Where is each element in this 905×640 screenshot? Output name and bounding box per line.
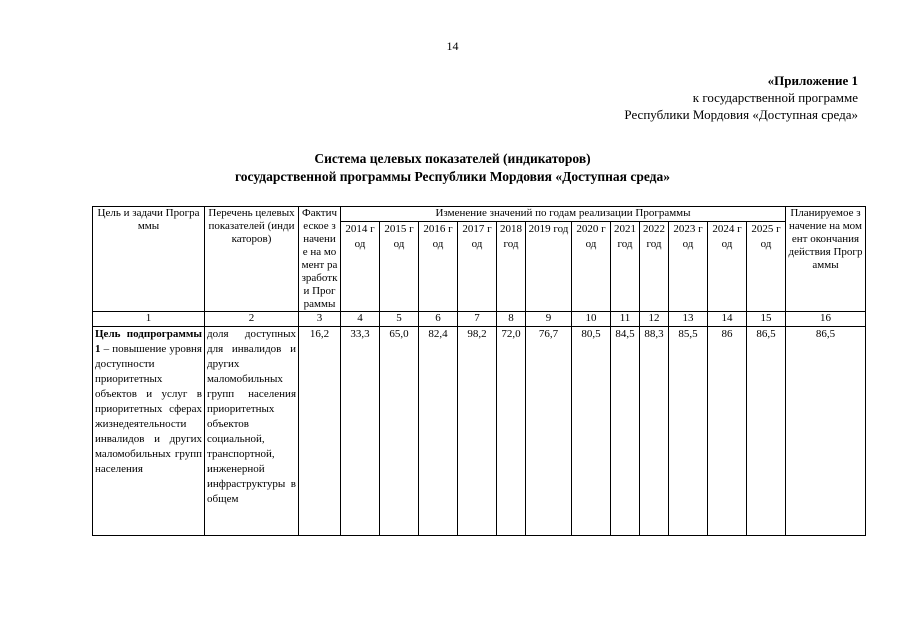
header-changes: Изменение значений по годам реализации Программы [341, 207, 786, 222]
year-value-cell: 72,0 [497, 327, 526, 536]
year-value-cell: 80,5 [572, 327, 611, 536]
header-year: 2019 год [526, 222, 572, 312]
year-value-cell: 86,5 [747, 327, 786, 536]
column-number: 9 [526, 312, 572, 327]
table-row [93, 327, 866, 536]
year-value-cell: 98,2 [458, 327, 497, 536]
column-number: 3 [299, 312, 341, 327]
goal-text: – повышение уровня доступности приоритетных объектов и услуг в приоритетных сферах жизнедеятельности инвалидов и других маломобильных групп населения [95, 343, 202, 475]
column-number: 16 [786, 312, 866, 327]
header-actual: Фактическое значение на момент разработки Программы [299, 207, 341, 312]
document-title [0, 150, 905, 186]
appendix-title: «Приложение 1 [767, 73, 858, 88]
table-column-numbers-row [93, 312, 866, 327]
column-number: 10 [572, 312, 611, 327]
indicator-cell: доля доступных для инвалидов и других маломобильных групп населения приоритетных объектов социальной, транспортной, инженерной инфраструктуры в общем [205, 327, 299, 536]
column-number: 2 [205, 312, 299, 327]
column-number: 6 [419, 312, 458, 327]
column-number: 15 [747, 312, 786, 327]
header-year: 2024 год [708, 222, 747, 312]
header-year: 2018 год [497, 222, 526, 312]
year-value-cell: 86 [708, 327, 747, 536]
header-year: 2023 год [669, 222, 708, 312]
header-year: 2025 год [747, 222, 786, 312]
actual-value-cell: 16,2 [299, 327, 341, 536]
document-title-line-1: Система целевых показателей (индикаторов) [314, 151, 591, 166]
appendix-note [624, 72, 858, 123]
goal-bold: Цель подпрограммы 1 [95, 328, 202, 355]
year-value-cell: 82,4 [419, 327, 458, 536]
header-year: 2020 год [572, 222, 611, 312]
column-number: 1 [93, 312, 205, 327]
header-planned: Планируемое значение на момент окончания действия Программы [786, 207, 866, 312]
header-year: 2021 год [611, 222, 640, 312]
header-year: 2016 год [419, 222, 458, 312]
column-number: 12 [640, 312, 669, 327]
header-indicators: Перечень целевых показателей (индикаторов) [205, 207, 299, 312]
header-year: 2022 год [640, 222, 669, 312]
column-number: 11 [611, 312, 640, 327]
header-year: 2017 год [458, 222, 497, 312]
table-header-row [93, 207, 866, 222]
column-number: 13 [669, 312, 708, 327]
column-number: 14 [708, 312, 747, 327]
column-number: 7 [458, 312, 497, 327]
year-value-cell: 76,7 [526, 327, 572, 536]
goal-cell [93, 327, 205, 536]
year-value-cell: 33,3 [341, 327, 380, 536]
header-goal: Цель и задачи Программы [93, 207, 205, 312]
column-number: 5 [380, 312, 419, 327]
year-value-cell: 65,0 [380, 327, 419, 536]
year-value-cell: 88,3 [640, 327, 669, 536]
header-year: 2015 год [380, 222, 419, 312]
column-number: 4 [341, 312, 380, 327]
page-number: 14 [446, 39, 459, 53]
year-value-cell: 85,5 [669, 327, 708, 536]
header-year: 2014 год [341, 222, 380, 312]
year-value-cell: 84,5 [611, 327, 640, 536]
planned-value-cell: 86,5 [786, 327, 866, 536]
column-number: 8 [497, 312, 526, 327]
indicators-table [92, 206, 866, 536]
appendix-line-2: к государственной программе [692, 90, 858, 105]
document-title-line-2: государственной программы Республики Мордовия «Доступная среда» [235, 169, 670, 184]
appendix-line-3: Республики Мордовия «Доступная среда» [624, 107, 858, 122]
